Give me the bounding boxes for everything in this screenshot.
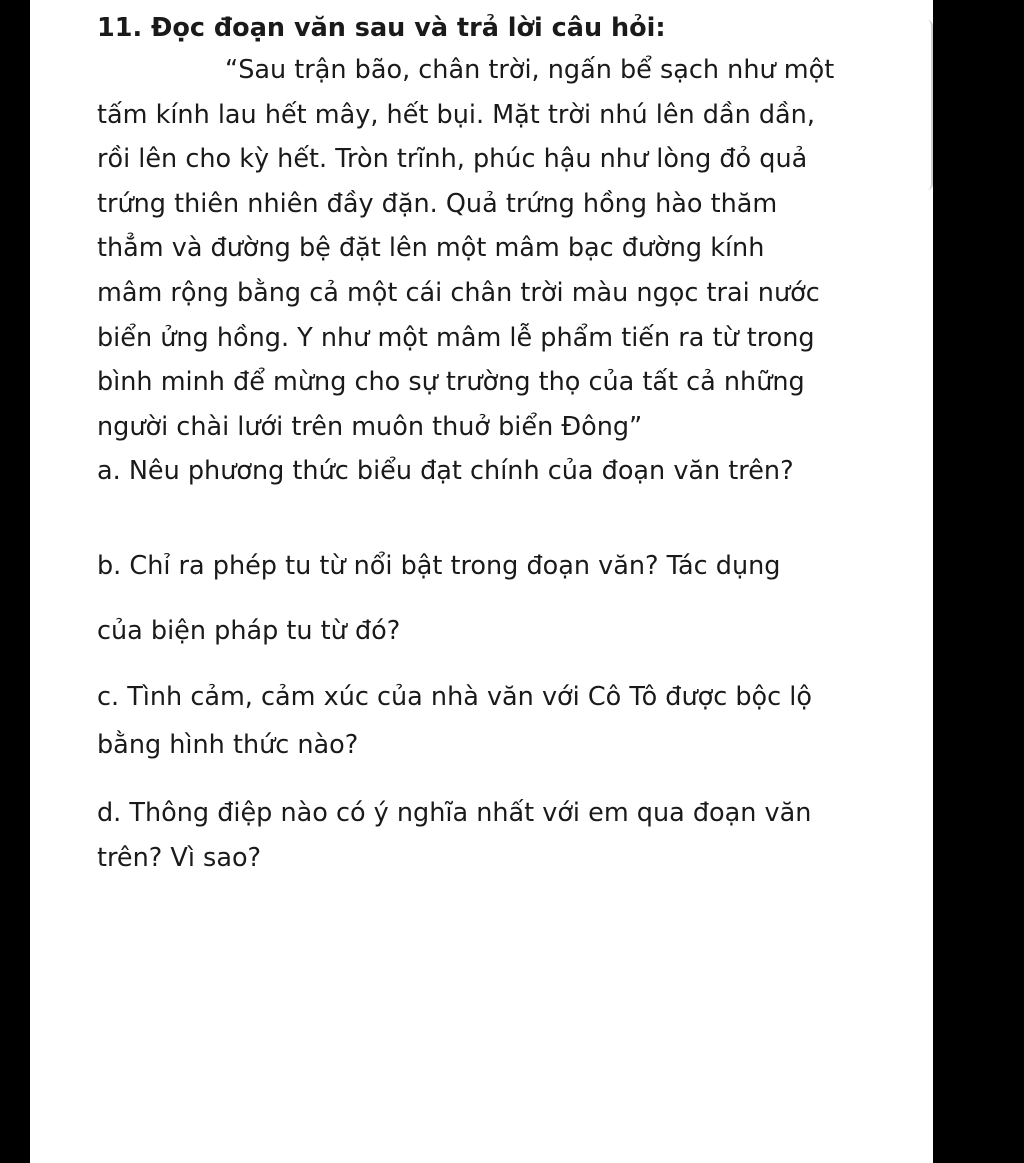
question-d-continued: trên? Vì sao? <box>97 842 262 873</box>
document-page <box>30 0 933 1163</box>
passage-line: “Sau trận bão, chân trời, ngấn bể sạch như một <box>225 55 835 85</box>
passage-line: thẳm và đường bệ đặt lên một mâm bạc đường kính <box>97 233 765 264</box>
question-c-continued: bằng hình thức nào? <box>97 729 359 760</box>
passage-line: tấm kính lau hết mây, hết bụi. Mặt trời nhú lên dần dần, <box>97 99 815 130</box>
scroll-edge <box>925 20 933 190</box>
exercise-title: 11. Đọc đoạn văn sau và trả lời câu hỏi: <box>97 13 666 43</box>
passage-line: người chài lưới trên muôn thuở biển Đông” <box>97 411 643 442</box>
passage-line: rồi lên cho kỳ hết. Tròn trĩnh, phúc hậu như lòng đỏ quả <box>97 144 808 175</box>
document-body <box>97 8 887 881</box>
passage-line: biển ửng hồng. Y như một mâm lễ phẩm tiến ra từ trong <box>97 322 815 353</box>
passage-line: bình minh để mừng cho sự trường thọ của tất cả những <box>97 367 805 398</box>
question-b-continued: của biện pháp tu từ đó? <box>97 615 401 646</box>
reading-passage <box>97 48 887 449</box>
passage-line: trứng thiên nhiên đầy đặn. Quả trứng hồng hào thăm <box>97 188 778 219</box>
question-b: b. Chỉ ra phép tu từ nổi bật trong đoạn văn? Tác dụng <box>97 550 781 581</box>
question-d: d. Thông điệp nào có ý nghĩa nhất với em qua đoạn văn <box>97 798 812 829</box>
question-a: a. Nêu phương thức biểu đạt chính của đoạn văn trên? <box>97 456 794 487</box>
question-c: c. Tình cảm, cảm xúc của nhà văn với Cô Tô được bộc lộ <box>97 682 812 713</box>
passage-line: mâm rộng bằng cả một cái chân trời màu ngọc trai nước <box>97 277 820 308</box>
